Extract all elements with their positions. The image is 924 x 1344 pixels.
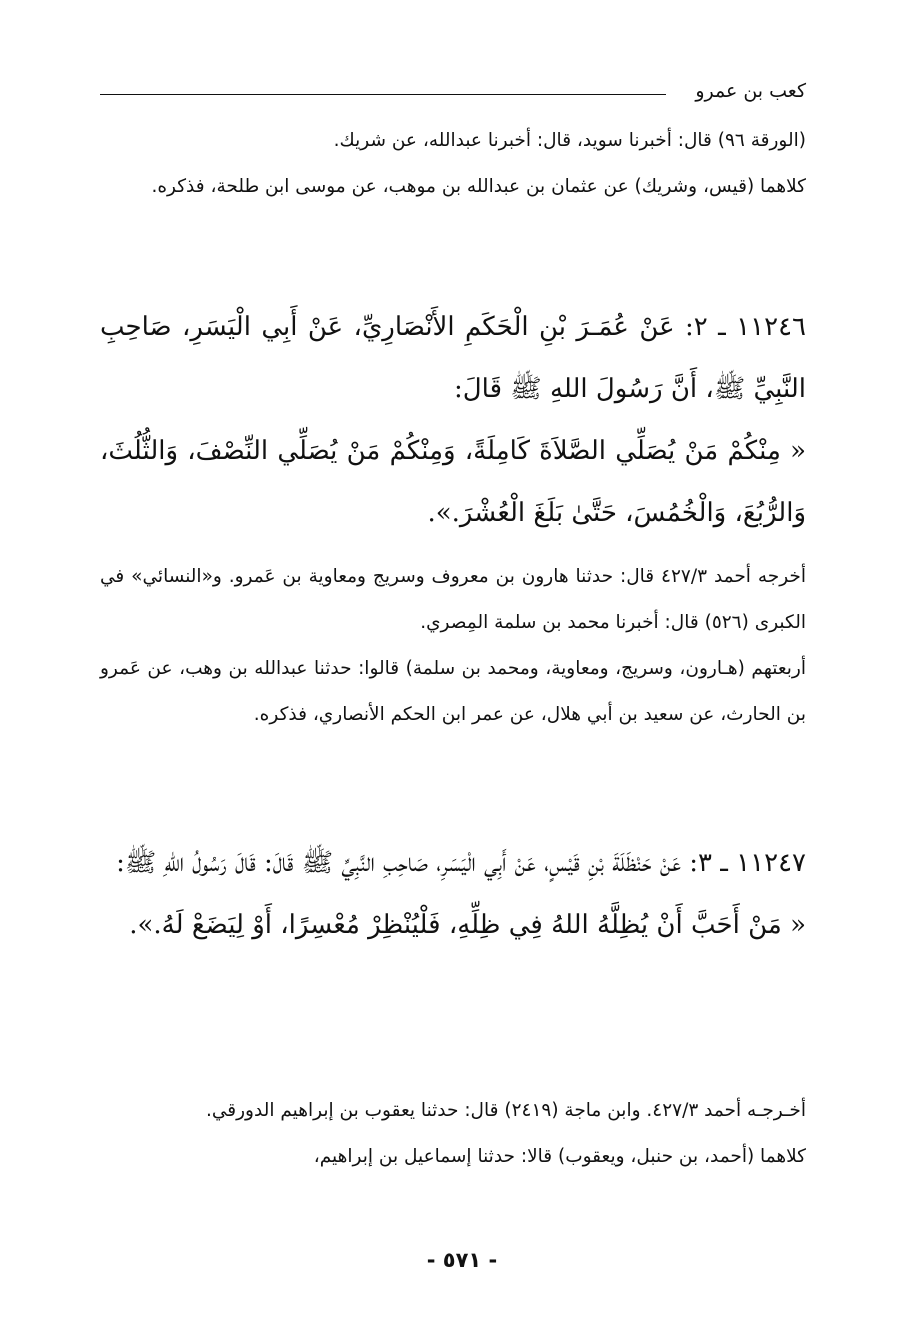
top-source-block bbox=[100, 118, 806, 210]
takhrij-line: كلاهما (أحمد، بن حنبل، ويعقوب) قالا: حدثنا إسماعيل بن إبراهيم، bbox=[313, 1146, 806, 1167]
takhrij-11246 bbox=[100, 554, 806, 738]
hadith-isnad: ١١٢٤٦ ـ ٢: عَنْ عُمَـرَ بْنِ الْحَكَمِ الأَنْصَارِيِّ، عَنْ أَبِي الْيَسَرِ، صَاحِبِ النَّبِيِّ ﷺ، أَنَّ رَسُولَ اللهِ ﷺ قَالَ: bbox=[100, 312, 806, 404]
source-line: كلاهما (قيس، وشريك) عن عثمان بن عبدالله بن موهب، عن موسى ابن طلحة، فذكره. bbox=[151, 176, 806, 197]
header-rule bbox=[100, 94, 666, 95]
takhrij-11247 bbox=[100, 1088, 806, 1180]
hadith-matn: « مِنْكُمْ مَنْ يُصَلِّي الصَّلاَةَ كَامِلَةً، وَمِنْكُمْ مَنْ يُصَلِّي النِّصْفَ، وَالثُّلُثَ، وَالرُّبُعَ، وَالْخُمُسَ، حَتَّىٰ بَلَغَ الْعُشْرَ.». bbox=[100, 436, 806, 528]
hadith-isnad: ١١٢٤٧ ـ ٣: عَنْ حَنْظَلَةَ بْنِ قَيْسٍ، عَنْ أَبِي الْيَسَرِ، صَاحِبِ النَّبِيِّ ﷺ قَالَ: قَالَ رَسُولُ اللهِ ﷺ: bbox=[116, 848, 806, 878]
page-number: - ٥٧١ - bbox=[426, 1248, 498, 1272]
takhrij-line: أخـرجـه أحمد ٤٢٧/٣. وابن ماجة (٢٤١٩) قال: حدثنا يعقوب بن إبراهيم الدورقي. bbox=[205, 1100, 806, 1121]
hadith-matn: « مَنْ أَحَبَّ أَنْ يُظِلَّهُ اللهُ فِي ظِلِّهِ، فَلْيُنْظِرْ مُعْسِرًا، أَوْ لِيَضَعْ لَهُ.». bbox=[129, 910, 806, 940]
running-title: كعب بن عمرو bbox=[695, 80, 806, 102]
source-line: (الورقة ٩٦) قال: أخبرنا سويد، قال: أخبرنا عبدالله، عن شريك. bbox=[333, 130, 806, 151]
takhrij-line: أربعتهم (هـارون، وسريج، ومعاوية، ومحمد بن سلمة) قالوا: حدثنا عبدالله بن وهب، عن عَمرو بن الحارث، عن سعيد بن أبي هلال، عن عمر ابن الحكم الأنصاري، فذكره. bbox=[100, 658, 806, 725]
hadith-11247 bbox=[100, 832, 806, 956]
takhrij-line: أخرجه أحمد ٤٢٧/٣ قال: حدثنا هارون بن معروف وسريج ومعاوية بن عَمرو. و«النسائي» في الكبرى (٥٢٦) قال: أخبرنا محمد بن سلمة المِصري. bbox=[100, 566, 806, 633]
hadith-11246 bbox=[100, 296, 806, 544]
running-header bbox=[100, 70, 806, 110]
